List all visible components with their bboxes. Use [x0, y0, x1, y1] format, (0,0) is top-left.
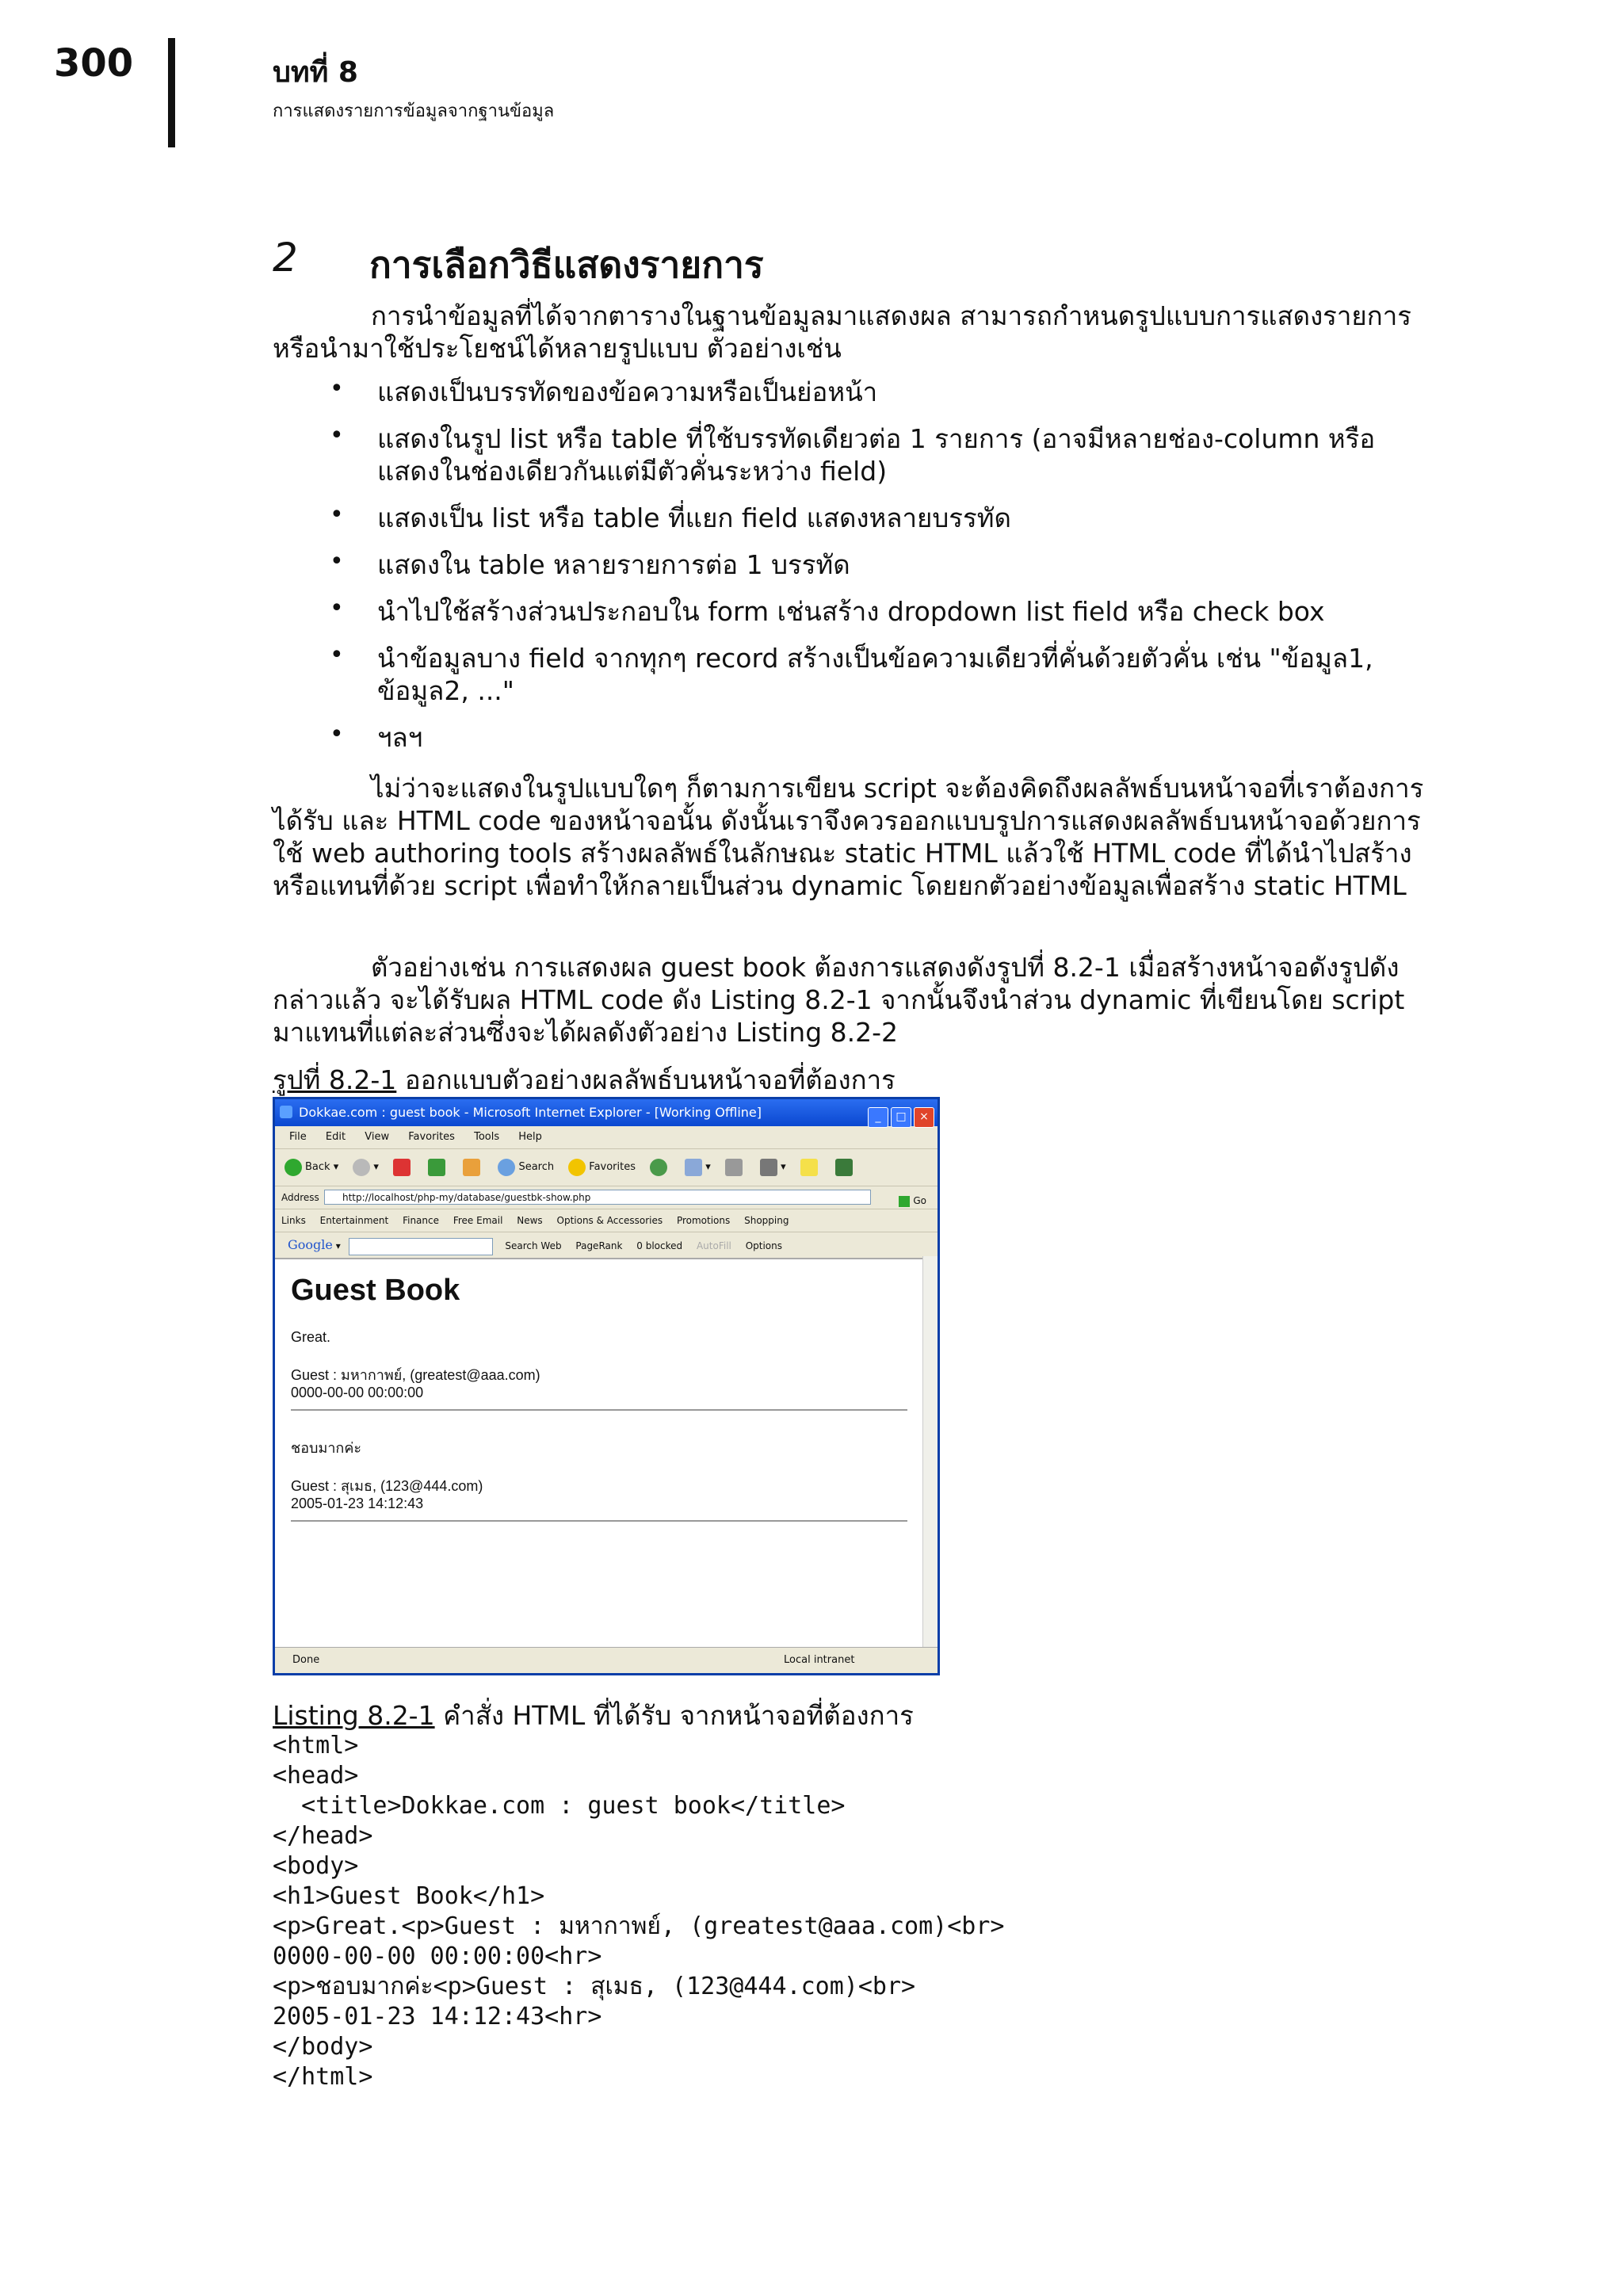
code-line: </head>: [273, 1822, 373, 1850]
paragraph-2: ไม่ว่าจะแสดงในรูปแบบใดๆ ก็ตามการเขียน script จะต้องคิดถึงผลลัพธ์บนหน้าจอที่เราต้องการได้รับ และ HTML code ของหน้าจอนั้น ดังนั้นเราจึงควรออกแบบรูปการแสดงผลลัพธ์บนหน้าจอด้วยการใช้ web authoring tools สร้างผลลัพธ์ในลักษณะ static HTML แล้วใช้ HTML code ที่ได้นำไปสร้างหรือแทนที่ด้วย script เพื่อทำให้กลายเป็นส่วน dynamic โดยยกตัวอย่างข้อมูลเพื่อสร้าง static HTML: [273, 773, 1424, 901]
entry-guest: Guest : มหากาพย์, (greatest@aaa.com) 0000-00-00 00:00:00: [291, 1367, 540, 1400]
google-pagerank: PageRank: [575, 1240, 623, 1251]
note-icon: [800, 1159, 818, 1176]
browser-window: [273, 1097, 940, 1675]
bullet-item: • ฯลฯ: [330, 720, 423, 753]
chapter-title: บทที่ 8: [273, 56, 358, 89]
favorites-button[interactable]: Favorites: [568, 1149, 636, 1186]
stop-button[interactable]: [393, 1149, 414, 1186]
entry-divider: [291, 1409, 907, 1411]
menu-tools[interactable]: Tools: [474, 1131, 500, 1143]
stop-icon: [393, 1159, 411, 1176]
back-arrow-icon: [285, 1159, 302, 1176]
bullet-list: [327, 376, 1436, 768]
google-popup-blocked[interactable]: 0 blocked: [636, 1240, 683, 1251]
links-bar: [275, 1209, 938, 1232]
title-bar: [275, 1099, 938, 1126]
links-label: Links: [281, 1215, 306, 1226]
google-search-input[interactable]: [349, 1238, 493, 1255]
link-free-email[interactable]: Free Email: [453, 1215, 503, 1226]
code-line: </html>: [273, 2063, 373, 2091]
figure-label: รูปที่ 8.2-1: [273, 1064, 397, 1095]
refresh-button[interactable]: [428, 1149, 449, 1186]
history-button[interactable]: [650, 1149, 670, 1186]
listing-label: Listing 8.2-1: [273, 1700, 435, 1731]
entry-date: 2005-01-23 14:12:43: [291, 1496, 424, 1511]
intro-paragraph: การนำข้อมูลที่ได้จากตารางในฐานข้อมูลมาแสดงผล สามารถกำหนดรูปแบบการแสดงรายการ หรือนำมาใช้ประโยชน์ได้หลายรูปแบบ ตัวอย่างเช่น: [273, 300, 1412, 364]
figure-caption-text: ออกแบบตัวอย่างผลลัพธ์บนหน้าจอที่ต้องการ: [404, 1064, 896, 1095]
address-label: Address: [281, 1192, 319, 1203]
star-icon: [568, 1159, 586, 1176]
home-button[interactable]: [463, 1149, 483, 1186]
entry-message: Great.: [291, 1329, 331, 1345]
link-finance[interactable]: Finance: [403, 1215, 439, 1226]
link-news[interactable]: News: [517, 1215, 543, 1226]
status-bar: [275, 1647, 938, 1673]
entry-date: 0000-00-00 00:00:00: [291, 1385, 424, 1400]
window-title: Dokkae.com : guest book - Microsoft Internet Explorer - [Working Offline]: [299, 1105, 762, 1120]
mail-icon: [685, 1159, 702, 1176]
menu-bar: [275, 1126, 938, 1149]
menu-view[interactable]: View: [365, 1131, 390, 1143]
entry-message: ชอบมากค่ะ: [291, 1440, 362, 1456]
guestbook-heading: Guest Book: [291, 1274, 460, 1307]
history-icon: [650, 1159, 667, 1176]
link-promotions[interactable]: Promotions: [676, 1215, 731, 1226]
bullet-item: • นำข้อมูลบาง field จากทุกๆ record สร้างเป็นข้อความเดียวที่คั่นด้วยตัวคั่น เช่น "ข้อมูล1, ข้อมูล2, ...": [330, 641, 1373, 706]
bullet-item: • แสดงใน table หลายรายการต่อ 1 บรรทัด: [330, 548, 850, 580]
code-line: 0000-00-00 00:00:00<hr>: [273, 1943, 602, 1970]
search-icon: [498, 1159, 515, 1176]
bullet-item: • แสดงในรูป list หรือ table ที่ใช้บรรทัดเดียวต่อ 1 รายการ (อาจมีหลายช่อง-column หรือแสดงในช่องเดียวกันแต่มีตัวคั่นระหว่าง field): [330, 422, 1376, 487]
section-number: 2: [273, 235, 298, 281]
section-title: การเลือกวิธีแสดงรายการ: [369, 243, 764, 286]
notes-button[interactable]: [800, 1149, 821, 1186]
code-line: <title>Dokkae.com : guest book</title>: [273, 1792, 846, 1820]
page-content: [275, 1256, 923, 1648]
ie-icon: [280, 1106, 292, 1118]
entry-guest: Guest : สุเมธ, (123@444.com) 2005-01-23 14:12:43: [291, 1478, 483, 1511]
security-zone: Local intranet: [784, 1654, 855, 1666]
messenger-icon: [835, 1159, 853, 1176]
code-listing: [273, 1731, 1004, 2092]
address-input[interactable]: http://localhost/php-my/database/guestbk-show.php: [324, 1190, 871, 1205]
code-line: <p>Great.<p>Guest : มหากาพย์, (greatest@aaa.com)<br>: [273, 1912, 1005, 1940]
figure-caption: [273, 1059, 896, 1101]
print-button[interactable]: [725, 1149, 746, 1186]
code-line: <body>: [273, 1852, 359, 1880]
code-line: </body>: [273, 2033, 373, 2061]
word-icon: [760, 1159, 777, 1176]
chapter-subtitle: การแสดงรายการข้อมูลจากฐานข้อมูล: [273, 101, 555, 121]
back-button[interactable]: Back ▾: [285, 1149, 338, 1186]
paragraph-3: ตัวอย่างเช่น การแสดงผล guest book ต้องการแสดงดังรูปที่ 8.2-1 เมื่อสร้างหน้าจอดังรูปดังกล่าวแล้ว จะได้รับผล HTML code ดัง Listing 8.2-1 จากนั้นจึงนำส่วน dynamic ที่เขียนโดย script มาแทนที่แต่ละส่วนซึ่งจะได้ผลดังตัวอย่าง Listing 8.2-2: [273, 952, 1405, 1048]
menu-favorites[interactable]: Favorites: [408, 1131, 455, 1143]
status-text: Done: [292, 1654, 320, 1666]
link-shopping[interactable]: Shopping: [744, 1215, 789, 1226]
address-bar: [275, 1186, 938, 1209]
header-divider: [168, 38, 175, 147]
mail-button[interactable]: ▾: [685, 1149, 711, 1186]
menu-edit[interactable]: Edit: [325, 1131, 346, 1143]
google-autofill-button[interactable]: AutoFill: [696, 1240, 731, 1251]
menu-help[interactable]: Help: [518, 1131, 542, 1143]
code-line: <head>: [273, 1762, 359, 1790]
page-number: 300: [54, 41, 134, 86]
bullet-item: • แสดงเป็น list หรือ table ที่แยก field แสดงหลายบรรทัด: [330, 501, 1011, 533]
refresh-icon: [428, 1159, 445, 1176]
vertical-scrollbar[interactable]: [922, 1256, 938, 1648]
listing-caption-text: คำสั่ง HTML ที่ได้รับ จากหน้าจอที่ต้องการ: [443, 1700, 914, 1731]
messenger-button[interactable]: [835, 1149, 856, 1186]
google-search-web-button[interactable]: Search Web: [505, 1240, 562, 1251]
go-arrow-icon: [899, 1196, 910, 1207]
go-button[interactable]: Go: [899, 1190, 926, 1212]
google-options-button[interactable]: Options: [745, 1240, 783, 1251]
code-line: <h1>Guest Book</h1>: [273, 1882, 545, 1910]
code-line: <html>: [273, 1732, 359, 1759]
menu-file[interactable]: File: [289, 1131, 307, 1143]
maximize-button[interactable]: □: [891, 1107, 911, 1128]
link-entertainment[interactable]: Entertainment: [319, 1215, 389, 1226]
bullet-item: • แสดงเป็นบรรทัดของข้อความหรือเป็นย่อหน้า: [330, 375, 878, 407]
edit-button[interactable]: ▾: [760, 1149, 786, 1186]
forward-button[interactable]: ▾: [353, 1149, 379, 1186]
code-line: <p>ชอบมากค่ะ<p>Guest : สุเมธ, (123@444.com)<br>: [273, 1973, 916, 2000]
close-button[interactable]: ×: [914, 1107, 934, 1128]
code-line: 2005-01-23 14:12:43<hr>: [273, 2003, 602, 2030]
home-icon: [463, 1159, 480, 1176]
google-toolbar: Google ▾ Search Web PageRank 0 blocked AutoFill Options: [275, 1232, 938, 1259]
bullet-item: • นำไปใช้สร้างส่วนประกอบใน form เช่นสร้าง dropdown list field หรือ check box: [330, 594, 1325, 627]
link-options-accessories[interactable]: Options & Accessories: [556, 1215, 663, 1226]
google-logo[interactable]: Google: [288, 1237, 333, 1252]
search-button[interactable]: Search: [498, 1149, 554, 1186]
forward-arrow-icon: [353, 1159, 370, 1176]
printer-icon: [725, 1159, 743, 1176]
entry-divider: [291, 1520, 907, 1522]
minimize-button[interactable]: _: [868, 1107, 888, 1128]
standard-toolbar: [275, 1149, 938, 1186]
